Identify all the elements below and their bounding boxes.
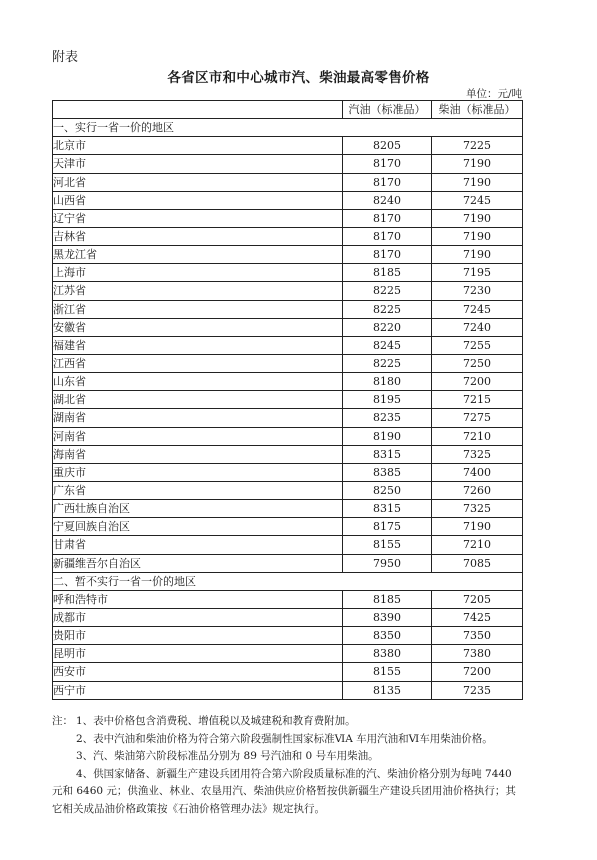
header-gasoline: 汽油（标准品） xyxy=(343,101,432,119)
gasoline-price: 8155 xyxy=(343,536,432,554)
diesel-price: 7190 xyxy=(432,173,523,191)
diesel-price: 7190 xyxy=(432,209,523,227)
table-row xyxy=(53,427,523,445)
table-row xyxy=(53,590,523,608)
gasoline-price: 8170 xyxy=(343,246,432,264)
note-1 xyxy=(52,713,522,731)
table-row xyxy=(53,300,523,318)
region-name: 广东省 xyxy=(53,481,343,499)
region-name: 海南省 xyxy=(53,445,343,463)
region-name: 西安市 xyxy=(53,663,343,681)
table-row xyxy=(53,681,523,699)
table-row xyxy=(53,318,523,336)
table-row xyxy=(53,391,523,409)
region-name: 江苏省 xyxy=(53,282,343,300)
gasoline-price: 8185 xyxy=(343,264,432,282)
table-row xyxy=(53,554,523,572)
diesel-price: 7245 xyxy=(432,300,523,318)
table-row xyxy=(53,445,523,463)
header-region xyxy=(53,101,343,119)
note-4: 4、供国家储备、新疆生产建设兵团用符合第六阶段质量标准的汽、柴油价格分别为每吨 7440 元和 6460 元；供渔业、林业、农垦用汽、柴油供应价格暂按供新疆生产建设兵团用油价格执行；其它相关成品油价格政策按《石油价格管理办法》规定执行。 xyxy=(52,767,516,815)
diesel-price: 7400 xyxy=(432,463,523,481)
gasoline-price: 8390 xyxy=(343,608,432,626)
table-row xyxy=(53,627,523,645)
diesel-price: 7245 xyxy=(432,191,523,209)
region-name: 西宁市 xyxy=(53,681,343,699)
gasoline-price: 8170 xyxy=(343,173,432,191)
diesel-price: 7250 xyxy=(432,354,523,372)
gasoline-price: 8225 xyxy=(343,300,432,318)
diesel-price: 7190 xyxy=(432,246,523,264)
diesel-price: 7200 xyxy=(432,663,523,681)
diesel-price: 7235 xyxy=(432,681,523,699)
gasoline-price: 8170 xyxy=(343,155,432,173)
table-row xyxy=(53,336,523,354)
diesel-price: 7215 xyxy=(432,391,523,409)
table-row xyxy=(53,536,523,554)
table-row xyxy=(53,463,523,481)
diesel-price: 7210 xyxy=(432,427,523,445)
note-3: 3、汽、柴油第六阶段标准品分别为 89 号汽油和 0 号车用柴油。 xyxy=(76,750,379,763)
gasoline-price: 8380 xyxy=(343,645,432,663)
region-name: 江西省 xyxy=(53,354,343,372)
region-name: 新疆维吾尔自治区 xyxy=(53,554,343,572)
table-body xyxy=(53,119,523,700)
diesel-price: 7425 xyxy=(432,608,523,626)
diesel-price: 7350 xyxy=(432,627,523,645)
diesel-price: 7230 xyxy=(432,282,523,300)
gasoline-price: 8195 xyxy=(343,391,432,409)
region-name: 辽宁省 xyxy=(53,209,343,227)
region-name: 重庆市 xyxy=(53,463,343,481)
notes xyxy=(52,713,522,819)
table-row xyxy=(53,663,523,681)
gasoline-price: 8235 xyxy=(343,409,432,427)
diesel-price: 7195 xyxy=(432,264,523,282)
region-name: 上海市 xyxy=(53,264,343,282)
gasoline-price: 8170 xyxy=(343,227,432,245)
diesel-price: 7380 xyxy=(432,645,523,663)
diesel-price: 7190 xyxy=(432,227,523,245)
region-name: 浙江省 xyxy=(53,300,343,318)
gasoline-price: 8225 xyxy=(343,282,432,300)
table-row xyxy=(53,518,523,536)
gasoline-price: 8170 xyxy=(343,209,432,227)
gasoline-price: 8350 xyxy=(343,627,432,645)
page-title: 各省区市和中心城市汽、柴油最高零售价格 xyxy=(167,70,430,86)
appendix-label: 附表 xyxy=(52,50,79,65)
note-2: 2、表中汽油和柴油价格为符合第六阶段强制性国家标准ⅥA 车用汽油和Ⅵ车用柴油价格。 xyxy=(76,732,493,745)
gasoline-price: 8245 xyxy=(343,336,432,354)
region-name: 福建省 xyxy=(53,336,343,354)
table-row xyxy=(53,282,523,300)
gasoline-price: 8205 xyxy=(343,137,432,155)
diesel-price: 7225 xyxy=(432,137,523,155)
gasoline-price: 8190 xyxy=(343,427,432,445)
diesel-price: 7275 xyxy=(432,409,523,427)
table-row xyxy=(53,155,523,173)
table-row xyxy=(53,191,523,209)
header-diesel: 柴油（标准品） xyxy=(432,101,523,119)
diesel-price: 7190 xyxy=(432,518,523,536)
table-row xyxy=(53,209,523,227)
region-name: 湖南省 xyxy=(53,409,343,427)
table-row xyxy=(53,246,523,264)
region-name: 黑龙江省 xyxy=(53,246,343,264)
table-row xyxy=(53,481,523,499)
gasoline-price: 8385 xyxy=(343,463,432,481)
region-name: 吉林省 xyxy=(53,227,343,245)
table-row xyxy=(53,373,523,391)
diesel-price: 7325 xyxy=(432,500,523,518)
section-row xyxy=(53,572,523,590)
region-name: 山西省 xyxy=(53,191,343,209)
table-row xyxy=(53,500,523,518)
region-name: 贵阳市 xyxy=(53,627,343,645)
region-name: 甘肃省 xyxy=(53,536,343,554)
section-row xyxy=(53,119,523,137)
diesel-price: 7240 xyxy=(432,318,523,336)
gasoline-price: 8155 xyxy=(343,663,432,681)
table-header-row xyxy=(53,101,523,119)
gasoline-price: 7950 xyxy=(343,554,432,572)
region-name: 河北省 xyxy=(53,173,343,191)
diesel-price: 7210 xyxy=(432,536,523,554)
unit-label: 单位：元/吨 xyxy=(465,88,522,100)
region-name: 天津市 xyxy=(53,155,343,173)
diesel-price: 7260 xyxy=(432,481,523,499)
diesel-price: 7190 xyxy=(432,155,523,173)
gasoline-price: 8175 xyxy=(343,518,432,536)
diesel-price: 7255 xyxy=(432,336,523,354)
diesel-price: 7085 xyxy=(432,554,523,572)
table-row xyxy=(53,409,523,427)
region-name: 昆明市 xyxy=(53,645,343,663)
region-name: 湖北省 xyxy=(53,391,343,409)
region-name: 宁夏回族自治区 xyxy=(53,518,343,536)
region-name: 山东省 xyxy=(53,373,343,391)
table-row xyxy=(53,608,523,626)
price-table xyxy=(52,100,523,700)
region-name: 安徽省 xyxy=(53,318,343,336)
diesel-price: 7325 xyxy=(432,445,523,463)
gasoline-price: 8185 xyxy=(343,590,432,608)
gasoline-price: 8180 xyxy=(343,373,432,391)
notes-label: 注： xyxy=(52,715,73,727)
region-name: 河南省 xyxy=(53,427,343,445)
gasoline-price: 8135 xyxy=(343,681,432,699)
gasoline-price: 8225 xyxy=(343,354,432,372)
table-row xyxy=(53,264,523,282)
diesel-price: 7200 xyxy=(432,373,523,391)
gasoline-price: 8250 xyxy=(343,481,432,499)
region-name: 呼和浩特市 xyxy=(53,590,343,608)
region-name: 成都市 xyxy=(53,608,343,626)
gasoline-price: 8240 xyxy=(343,191,432,209)
table-row xyxy=(53,173,523,191)
gasoline-price: 8315 xyxy=(343,445,432,463)
note-text: 1、表中价格包含消费税、增值税以及城建税和教育费附加。 xyxy=(76,715,356,727)
diesel-price: 7205 xyxy=(432,590,523,608)
table-row xyxy=(53,227,523,245)
region-name: 广西壮族自治区 xyxy=(53,500,343,518)
section-heading: 一、实行一省一价的地区 xyxy=(53,119,523,137)
region-name: 北京市 xyxy=(53,137,343,155)
table-row xyxy=(53,137,523,155)
table-row xyxy=(53,645,523,663)
gasoline-price: 8315 xyxy=(343,500,432,518)
section-heading: 二、暂不实行一省一价的地区 xyxy=(53,572,523,590)
gasoline-price: 8220 xyxy=(343,318,432,336)
table-row xyxy=(53,354,523,372)
